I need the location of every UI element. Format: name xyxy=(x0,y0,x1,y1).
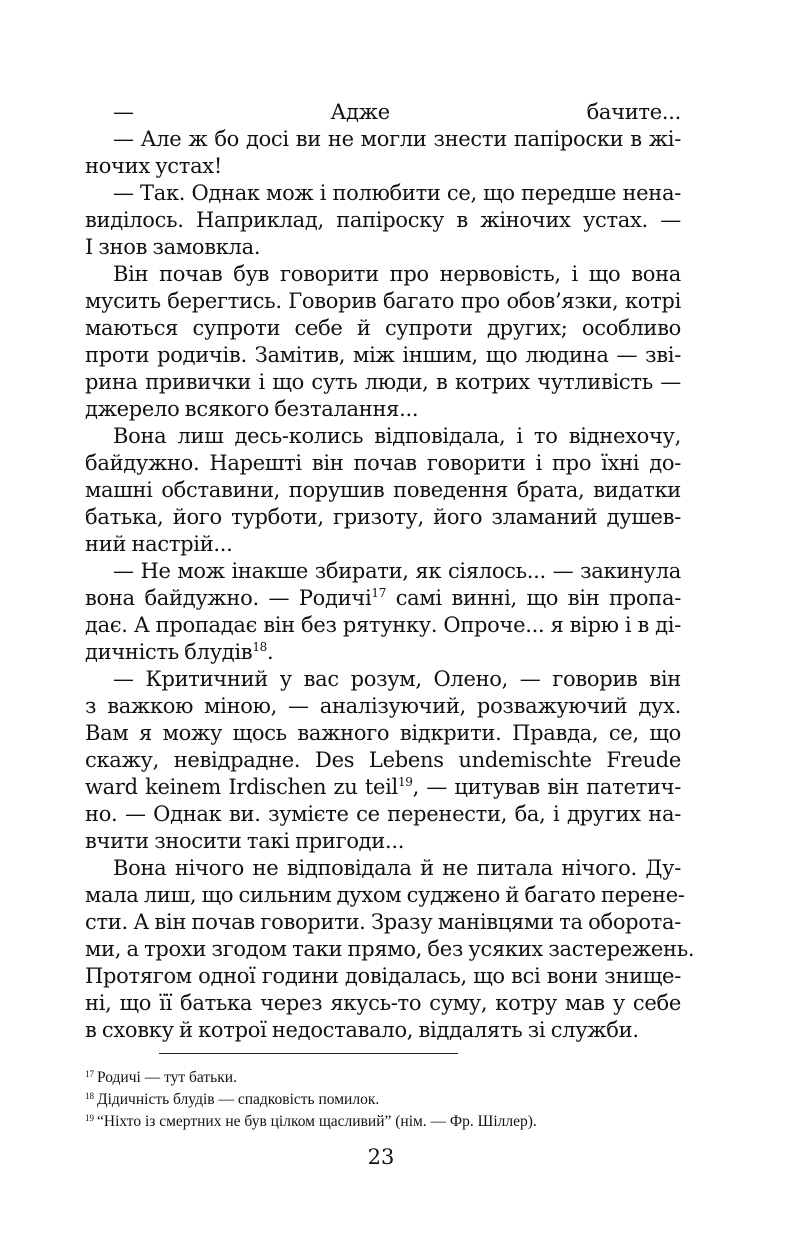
body-text xyxy=(85,99,695,1044)
text-line: виділось. Наприклад, папіроску в жіночих устах. — xyxy=(85,208,681,232)
text-line xyxy=(85,585,681,612)
footnote-separator xyxy=(159,1053,458,1054)
text-line: Він почав був говорити про нервовість, і що вона xyxy=(113,262,681,286)
text-line: ний настрій... xyxy=(85,532,233,556)
text-line: джерело всякого безталання... xyxy=(85,397,419,421)
text-line: Вона нічого не відповідала й не питала нічого. Ду- xyxy=(113,856,681,880)
text-line: мала лиш, що сильним духом суджено й багато перене- xyxy=(85,883,685,907)
text-fragment: самі винні, що він пропа- xyxy=(386,586,681,610)
footnote-ref-18[interactable]: 18 xyxy=(252,640,267,654)
text-line: — Але ж бо досі ви не могли знести папіроски в жі- xyxy=(113,127,681,151)
text-line: рина привички і що суть люди, в котрих чутливість — xyxy=(85,370,681,394)
text-line: батька, його турботи, гризоту, його зламаний душев- xyxy=(85,505,681,529)
footnote-number: 17 xyxy=(85,1069,94,1079)
text-line: машні обставини, порушив поведення брата, видатки xyxy=(85,478,681,502)
footnote-text: “Ніхто із смертних не був цілком щасливий” (нім. — Фр. Шіллер). xyxy=(97,1113,537,1130)
footnote-text: Родичі — тут батьки. xyxy=(97,1069,237,1086)
text-line: сти. А він почав говорити. Зразу манівцями та оборота- xyxy=(85,910,681,934)
text-line: вчити зносити такі пригоди... xyxy=(85,829,405,853)
text-line: ночих устах! xyxy=(85,154,222,178)
footnote-number: 19 xyxy=(85,1113,94,1123)
text-line: дає. А пропадає він без рятунку. Опроче... я вірю і в ді- xyxy=(85,613,681,637)
text-line: скажу, невідрадне. Des Lebens undemischte Freude xyxy=(85,748,681,772)
text-line: Вона лиш десь-колись відповідала, і то віднехочу, xyxy=(113,424,681,448)
text-line: маються супроти себе й супроти других; особливо xyxy=(85,316,681,340)
text-line: — Критичний у вас розум, Олено, — говорив він xyxy=(113,667,681,691)
text-line: — Адже бачите... xyxy=(113,100,681,124)
footnote-number: 18 xyxy=(85,1091,94,1101)
text-line: байдужно. Нарешті він почав говорити і про їхні до- xyxy=(85,451,681,475)
footnote-17 xyxy=(85,1065,705,1087)
text-line: — Не мож інакше збирати, як сіялось... — закинула xyxy=(113,559,681,583)
text-line: з важкою міною, — аналізуючий, розважуючий дух. xyxy=(85,694,681,718)
text-line: проти родичів. Замітив, між іншим, що людина — зві- xyxy=(85,343,681,367)
text-fragment: , — цитував він патетич- xyxy=(412,775,681,799)
text-fragment: дичність блудів xyxy=(85,640,253,664)
footnote-text: Дідичність блудів — спадковість помилок. xyxy=(97,1091,380,1108)
footnote-19 xyxy=(85,1109,705,1131)
text-line: І знов замовкла. xyxy=(85,235,261,259)
text-line: в сховку й котрої недоставало, віддалять зі служби. xyxy=(85,1018,639,1042)
text-line: мусить берегтись. Говорив багато про обов’язки, котрі xyxy=(85,289,681,313)
footnote-ref-19[interactable]: 19 xyxy=(397,775,413,789)
text-line xyxy=(85,774,681,801)
text-fragment: вона байдужно. — Родичі xyxy=(85,586,372,610)
text-line: ні, що її батька через якусь-то суму, котру мав у себе xyxy=(85,991,681,1015)
text-line: — Так. Однак мож і полюбити се, що передше нена- xyxy=(113,181,681,205)
text-line: Вам я можу щось важного відкрити. Правда, се, що xyxy=(85,721,681,745)
footnote-18 xyxy=(85,1087,705,1109)
text-line: но. — Однак ви. зумієте се перенести, ба, і других на- xyxy=(85,802,681,826)
text-fragment: . xyxy=(267,640,274,664)
text-line: ми, а трохи згодом таки прямо, без усяких застережень. xyxy=(85,937,695,961)
text-line xyxy=(85,639,681,666)
text-fragment: ward keinem Irdischen zu teil xyxy=(85,775,398,799)
footnote-ref-17[interactable]: 17 xyxy=(371,586,387,600)
footnotes xyxy=(85,1065,705,1131)
text-line: Протягом одної години довідалась, що всі вони знище- xyxy=(85,964,681,988)
page-number: 23 xyxy=(367,1145,395,1169)
